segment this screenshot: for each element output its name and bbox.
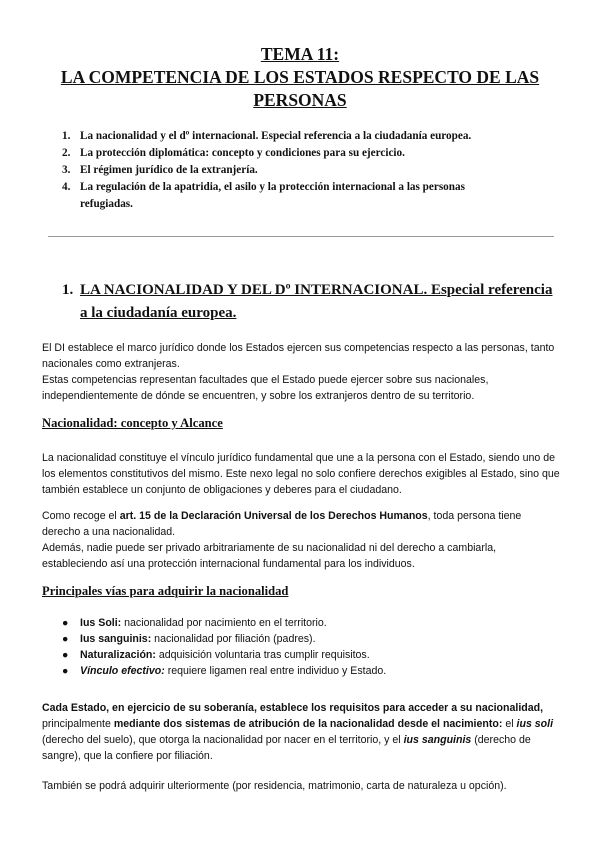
- toc-text: La regulación de la apatridia, el asilo y la protección internacional a las personas refugiadas.: [80, 181, 465, 210]
- toc-item: [62, 145, 542, 162]
- acquire-list: [62, 615, 562, 679]
- text: Como recoge el: [42, 510, 120, 522]
- concept-paragraph-1: La nacionalidad constituye el vínculo jurídico fundamental que une a la persona con el Estado, siendo uno de los elementos constitutivos del mismo. Este nexo legal no solo confiere derechos exigibles al Estado, sino que también establece un conjunto de obligaciones y deberes para el ciudadano.: [42, 452, 560, 496]
- text: el: [502, 718, 517, 730]
- table-of-contents: [62, 128, 542, 213]
- text: , toda persona tiene derecho a una nacionalidad.: [42, 510, 522, 538]
- bullet-icon: ●: [62, 649, 69, 661]
- text: mediante dos sistemas de atribución de la nacionalidad desde el nacimiento:: [113, 718, 503, 730]
- bullet-icon: ●: [62, 617, 69, 629]
- toc-text: La nacionalidad y el dº internacional. Especial referencia a la ciudadanía europea.: [80, 130, 472, 142]
- toc-item: [62, 162, 542, 179]
- toc-item: [62, 128, 542, 145]
- acquire-paragraph-2: También se podrá adquirir ulteriormente (por residencia, matrimonio, carta de naturaleza u opción).: [42, 780, 507, 792]
- toc-item: [62, 179, 542, 213]
- title-line-3: PERSONAS: [253, 90, 347, 110]
- term: ius sanguinis: [403, 734, 472, 746]
- term: Ius Soli:: [80, 617, 122, 629]
- definition: requiere ligamen real entre individuo y Estado.: [164, 665, 387, 677]
- toc-number: 2.: [62, 147, 71, 159]
- concept-paragraph-2: [42, 508, 562, 540]
- concept-paragraph-3: Además, nadie puede ser privado arbitrariamente de su nacionalidad ni del derecho a cambiarla, estableciendo así una protección internacional fundamental para los individuos.: [42, 542, 497, 570]
- title-line-1: TEMA 11:: [260, 44, 340, 64]
- title-line-2: LA COMPETENCIA DE LOS ESTADOS RESPECTO DE LAS: [60, 67, 540, 87]
- definition: nacionalidad por filiación (padres).: [151, 633, 316, 645]
- definition: nacionalidad por nacimiento en el territorio.: [121, 617, 327, 629]
- text: (derecho del suelo), que otorga la nacionalidad por nacer en el territorio, y el: [42, 734, 404, 746]
- definition: adquisición voluntaria tras cumplir requisitos.: [155, 649, 370, 661]
- subheading-acquire: Principales vías para adquirir la nacionalidad: [42, 584, 289, 598]
- toc-text: La protección diplomática: concepto y condiciones para su ejercicio.: [80, 147, 405, 159]
- term: Ius sanguinis:: [80, 633, 152, 645]
- subheading-concept: Nacionalidad: concepto y Alcance: [42, 416, 223, 430]
- toc-number: 3.: [62, 164, 71, 176]
- text: principalmente: [42, 718, 114, 730]
- section-title: LA NACIONALIDAD Y DEL Dº INTERNACIONAL. Especial referencia a la ciudadanía europea.: [80, 282, 553, 321]
- article-reference: art. 15 de la Declaración Universal de los Derechos Humanos: [119, 510, 428, 522]
- bullet-icon: ●: [62, 633, 69, 645]
- list-item: [62, 631, 562, 647]
- term: ius soli: [516, 718, 554, 730]
- list-item: [62, 647, 562, 663]
- bullet-icon: ●: [62, 665, 69, 677]
- toc-text: El régimen jurídico de la extranjería.: [80, 164, 258, 176]
- toc-number: 4.: [62, 181, 71, 193]
- acquire-paragraph-1: [42, 700, 557, 764]
- intro-paragraph-1: El DI establece el marco jurídico donde los Estados ejercen sus competencias respecto a las personas, tanto nacionales como extranjeras.: [42, 342, 555, 370]
- document-title: [0, 43, 600, 112]
- section-heading: [62, 279, 562, 325]
- text: (derecho de sangre), que la confiere por filiación.: [42, 734, 531, 762]
- list-item: [62, 663, 562, 679]
- horizontal-divider: [48, 236, 554, 237]
- list-item: [62, 615, 562, 631]
- term: Naturalización:: [80, 649, 156, 661]
- toc-number: 1.: [62, 130, 71, 142]
- term: Vínculo efectivo:: [80, 665, 165, 677]
- section-number: 1.: [62, 282, 74, 298]
- intro-paragraph-2: Estas competencias representan facultades que el Estado puede ejercer sobre sus nacionales, independientemente de dónde se encuentren, y sobre los extranjeros dentro de su territorio.: [42, 374, 489, 402]
- text: Cada Estado, en ejercicio de su soberanía, establece los requisitos para acceder a su nacionalidad,: [42, 702, 544, 714]
